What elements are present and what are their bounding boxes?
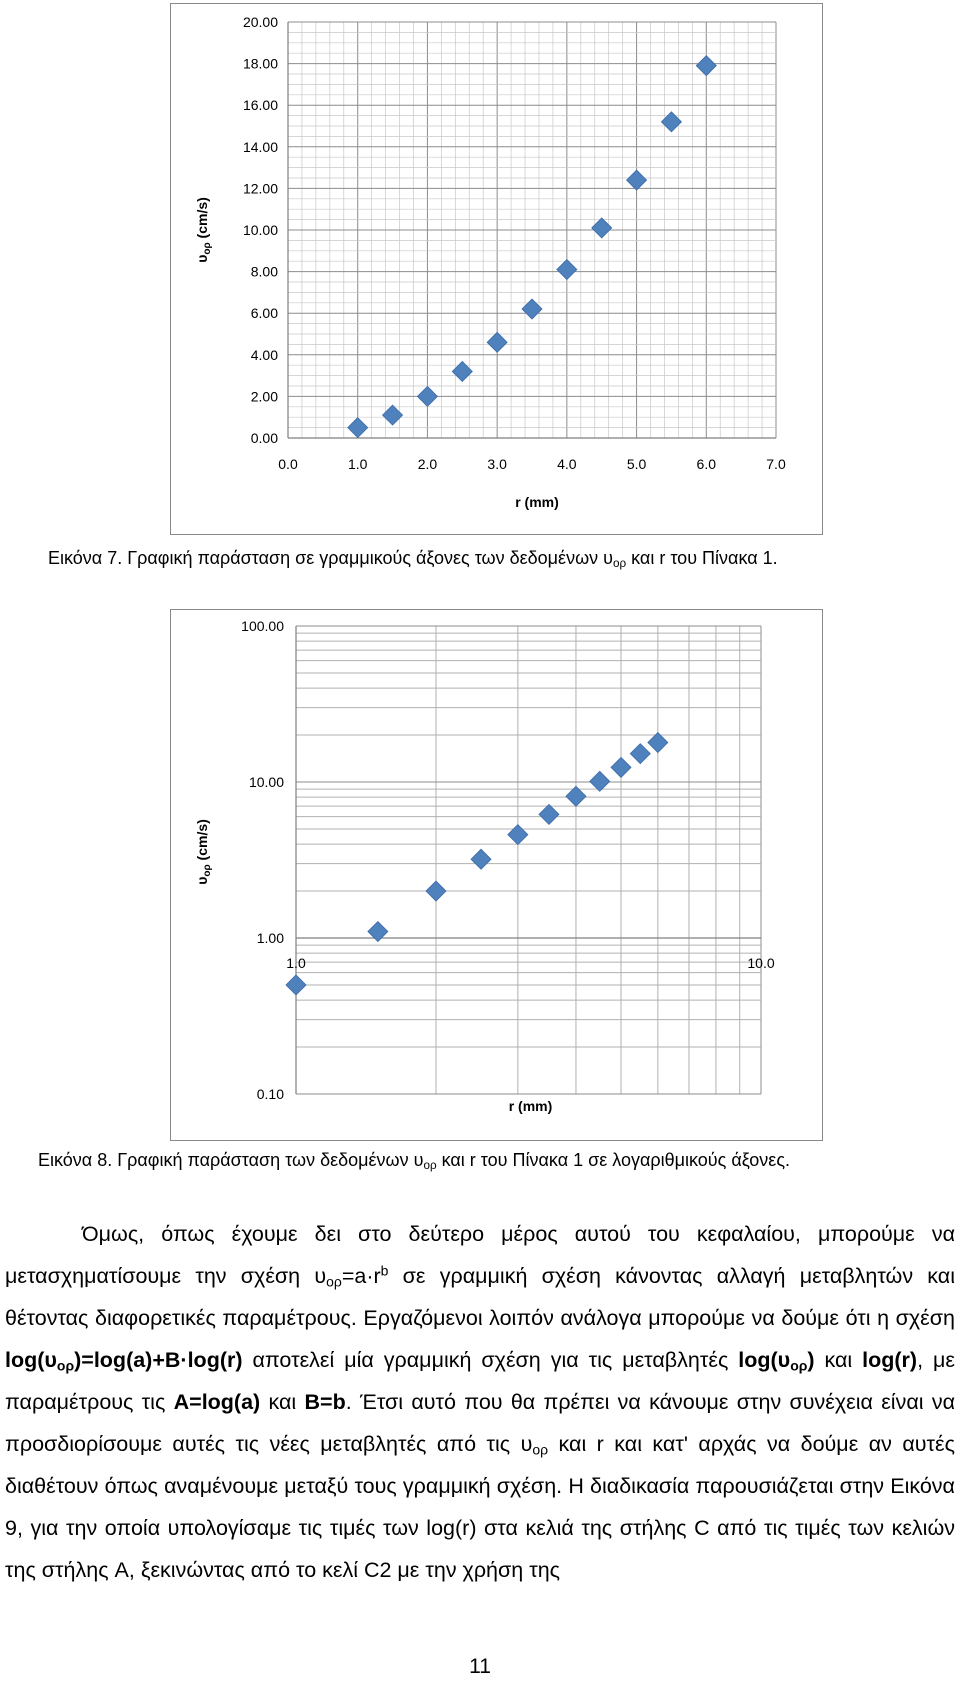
caption-8-text: Εικόνα 8. Γραφική παράσταση των δεδομένων υ xyxy=(38,1150,424,1170)
y-tick-label: 10.00 xyxy=(242,222,278,238)
y-tick-label: 18.00 xyxy=(242,55,278,72)
variable-part: ) xyxy=(807,1348,815,1372)
data-point-marker xyxy=(696,56,716,76)
paragraph-run: Όμως, όπως έχουμε δει στο δεύτερο μέρος αυτού του κεφαλαίου, μπορούμε να μετασχηματίσουμε την σχέση υ xyxy=(5,1222,955,1288)
formula-part: log(υ xyxy=(5,1348,57,1372)
plot-area xyxy=(288,22,776,438)
body-paragraph xyxy=(5,1213,955,1591)
x-tick-label: 10.0 xyxy=(747,955,775,971)
x-tick-label: 6.0 xyxy=(696,456,717,472)
chart-8-svg xyxy=(171,610,824,1142)
y-axis-label-unit: (cm/s) xyxy=(194,197,210,243)
data-point-marker xyxy=(611,757,631,777)
data-point-marker xyxy=(508,825,528,845)
data-point-marker xyxy=(426,881,446,901)
y-axis-label xyxy=(194,197,213,263)
y-tick-label: 4.00 xyxy=(250,346,278,363)
formula-bold xyxy=(5,1348,243,1372)
caption-7-subscript: ορ xyxy=(612,556,627,570)
plot-area xyxy=(296,626,761,1094)
data-point-marker xyxy=(417,386,437,406)
page-number: 11 xyxy=(469,1655,491,1678)
caption-7-text: Εικόνα 7. Γραφική παράσταση σε γραμμικούς άξονες των δεδομένων υ xyxy=(48,548,613,568)
y-axis-label-main: υ xyxy=(194,254,210,263)
paragraph-text xyxy=(5,1213,955,1591)
y-axis-label-main: υ xyxy=(194,876,210,885)
y-axis-label xyxy=(194,819,213,885)
formula-part: )=log(a)+B·log(r) xyxy=(74,1348,243,1372)
x-axis-label: r (mm) xyxy=(515,494,559,510)
variable-bold xyxy=(738,1348,814,1372)
data-point-marker xyxy=(630,744,650,764)
paragraph-run: και r και κατ' αρχάς να δούμε αν αυτές διαθέτουν όπως αναμένουμε μεταξύ τους γραμμική σχέση. Η διαδικασία παρουσιάζεται στην Εικόνα 9, για την οποία υπολογίσαμε τις τιμές των log(r) στα κελιά της στήλης C από τις τιμές των κελιών της στήλης A, ξεκινώντας από το κελί C2 με την χρήση της xyxy=(5,1432,955,1582)
paragraph-run: . Έτσι αυτό που θα πρέπει να κάνουμε στην συνέχεια είναι να προσδιορίσουμε αυτές τις νέες μεταβλητές από τις υ xyxy=(5,1390,956,1456)
y-tick-label: 16.00 xyxy=(242,97,278,114)
parameter-bold: B=b xyxy=(304,1390,346,1414)
y-tick-label: 14.00 xyxy=(242,138,278,155)
paragraph-superscript: b xyxy=(380,1262,389,1279)
y-tick-label: 6.00 xyxy=(250,305,278,322)
x-tick-label: 5.0 xyxy=(626,456,647,472)
x-tick-label: 3.0 xyxy=(487,456,507,472)
data-point-marker xyxy=(286,975,306,995)
y-tick-label: 0.10 xyxy=(256,1086,284,1102)
variable-subscript: ορ xyxy=(790,1357,808,1374)
paragraph-subscript: ορ xyxy=(532,1441,549,1458)
y-tick-label: 2.00 xyxy=(250,388,278,405)
data-point-marker xyxy=(471,849,491,869)
data-point-marker xyxy=(539,804,559,824)
y-tick-label: 100.00 xyxy=(241,618,284,634)
figure-7-caption xyxy=(48,548,778,569)
figure-8-caption xyxy=(38,1150,790,1171)
data-point-marker xyxy=(627,170,647,190)
y-tick-label: 12.00 xyxy=(242,180,278,197)
y-tick-label: 0.00 xyxy=(250,430,278,446)
caption-8-subscript: ορ xyxy=(423,1158,437,1172)
paragraph-run: σε γραμμική σχέση κάνοντας αλλαγή μεταβλητών και θέτοντας διαφορετικές παραμέτρους. Εργαζόμενοι λοιπόν ανάλογα μπορούμε να δούμε ότι η σχέση xyxy=(5,1264,955,1330)
paragraph-run: αποτελεί μία γραμμική σχέση για τις μεταβλητές xyxy=(242,1348,739,1372)
data-point-marker xyxy=(487,332,507,352)
x-tick-label: 2.0 xyxy=(417,456,438,472)
y-tick-label: 8.00 xyxy=(250,263,278,280)
parameter-bold: A=log(a) xyxy=(173,1390,261,1414)
figure-7-linear-chart xyxy=(170,3,823,535)
formula-subscript: ορ xyxy=(56,1357,75,1374)
x-tick-label: 4.0 xyxy=(557,456,577,472)
paragraph-subscript: ορ xyxy=(326,1273,342,1290)
variable-part: log(υ xyxy=(738,1348,791,1372)
y-axis-label-unit: (cm/s) xyxy=(194,819,210,865)
y-tick-label: 20.00 xyxy=(242,14,278,30)
variable-bold: log(r) xyxy=(862,1348,918,1372)
x-axis-label: r (mm) xyxy=(508,1098,553,1114)
paragraph-run: και xyxy=(814,1348,863,1372)
chart-7-svg xyxy=(171,4,824,536)
y-axis-label-sub: ορ xyxy=(202,864,213,877)
data-point-marker xyxy=(590,771,610,791)
caption-7-text-end: και r του Πίνακα 1. xyxy=(626,548,778,568)
x-tick-label: 0.0 xyxy=(278,456,298,472)
data-point-marker xyxy=(348,418,368,438)
x-tick-label: 1.0 xyxy=(286,955,306,971)
caption-8-text-end: και r του Πίνακα 1 σε λογαριθμικούς άξονες. xyxy=(436,1150,791,1170)
figure-8-log-chart xyxy=(170,609,823,1141)
paragraph-run: και xyxy=(260,1390,305,1414)
y-tick-label: 10.00 xyxy=(248,774,284,790)
paragraph-run: , με παραμέτρους τις xyxy=(5,1348,955,1414)
data-point-marker xyxy=(557,260,577,280)
x-tick-label: 1.0 xyxy=(347,456,368,472)
data-point-marker xyxy=(648,733,668,753)
paragraph-run: =a·r xyxy=(341,1264,381,1288)
x-tick-label: 7.0 xyxy=(766,456,786,472)
y-tick-label: 1.00 xyxy=(256,930,284,946)
y-axis-label-sub: ορ xyxy=(202,242,213,255)
